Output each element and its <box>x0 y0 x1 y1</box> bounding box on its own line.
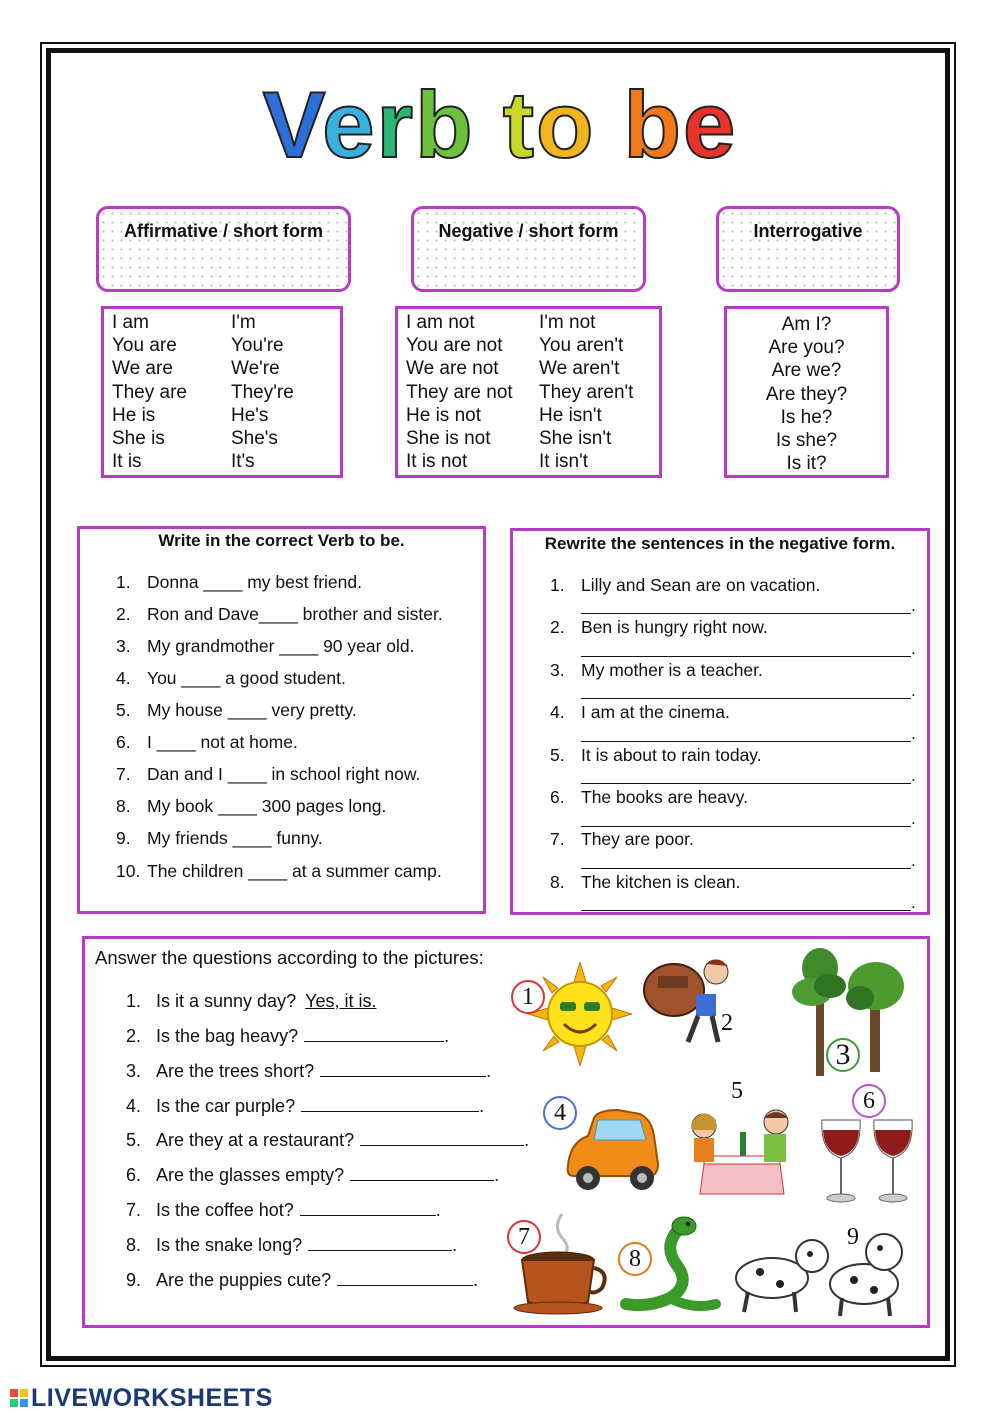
item-text: Ron and Dave____ brother and sister. <box>147 604 443 624</box>
question-item: 7. Is the coffee hot? . <box>126 1200 441 1220</box>
item-text: My book ____ 300 pages long. <box>147 796 387 816</box>
red-wine-glasses-icon <box>818 1112 918 1204</box>
question-item: 6. Are the glasses empty? . <box>126 1165 500 1185</box>
picture-number-badge: 4 <box>543 1096 577 1130</box>
item-text: The children ____ at a summer camp. <box>147 861 442 881</box>
table-cell: Are you? <box>768 337 845 359</box>
title-letter: e <box>322 72 377 177</box>
item-text: My friends ____ funny. <box>147 828 323 848</box>
affirmative-long-column <box>112 311 187 473</box>
answer-line[interactable] <box>581 613 911 614</box>
couple-at-restaurant-icon <box>682 1098 804 1202</box>
table-cell: We are not <box>406 358 499 380</box>
negative-table <box>395 306 662 478</box>
table-cell: He is not <box>406 404 481 426</box>
table-cell: I'm <box>231 312 256 333</box>
item-number: 8. <box>126 1235 142 1255</box>
list-item <box>550 660 763 681</box>
sun-icon <box>528 962 632 1066</box>
table-cell: You are not <box>406 335 503 357</box>
table-cell: Is it? <box>786 453 827 475</box>
affirmative-short-column <box>231 311 294 473</box>
liveworksheets-logo-icon <box>10 1389 28 1409</box>
affirmative-table <box>101 306 343 478</box>
table-cell: We aren't <box>539 358 620 380</box>
table-cell: It isn't <box>539 451 589 473</box>
table-cell: I'm not <box>539 312 596 333</box>
affirmative-header <box>96 206 351 292</box>
title-letter <box>475 72 503 177</box>
item-number: 4. <box>550 702 565 722</box>
answer-line[interactable] <box>581 656 911 657</box>
table-cell: They are <box>112 381 187 403</box>
table-cell: It is <box>112 451 142 473</box>
answer-line[interactable] <box>360 1131 524 1146</box>
answer-line[interactable] <box>581 868 911 869</box>
title-letter <box>595 72 623 177</box>
table-cell: It is not <box>406 451 468 473</box>
question-text: Are they at a restaurant? <box>156 1130 355 1150</box>
period: . <box>911 639 916 658</box>
item-text: My mother is a teacher. <box>581 660 763 680</box>
dalmatian-puppies-icon <box>724 1226 916 1318</box>
title-letter: o <box>536 72 596 177</box>
table-cell: Are we? <box>771 360 842 382</box>
period: . <box>911 809 916 828</box>
answer-line[interactable] <box>581 741 911 742</box>
title-letter: b <box>415 72 475 177</box>
list-item <box>116 668 346 689</box>
answer-line[interactable] <box>301 1097 479 1112</box>
title-letter: r <box>376 72 416 177</box>
list-item <box>550 787 748 808</box>
item-number: 8. <box>116 796 131 816</box>
item-text: It is about to rain today. <box>581 745 762 765</box>
item-number: 4. <box>126 1096 142 1116</box>
negative-header <box>411 206 646 292</box>
item-text: They are poor. <box>581 829 694 849</box>
answer-line[interactable] <box>581 910 911 911</box>
list-item <box>550 575 820 596</box>
item-number: 7. <box>550 829 565 849</box>
item-number: 5. <box>116 700 131 720</box>
item-text: Donna ____ my best friend. <box>147 572 362 592</box>
item-number: 2. <box>116 604 131 624</box>
table-cell: It's <box>231 451 255 473</box>
period: . <box>911 596 916 615</box>
item-number: 6. <box>126 1165 142 1185</box>
table-cell: She's <box>231 428 278 450</box>
item-number: 2. <box>550 617 565 637</box>
interrogative-column <box>727 313 886 475</box>
worksheet-title <box>0 72 1000 177</box>
exercise1-title: Write in the correct Verb to be. <box>158 531 405 550</box>
picture-number-badge: 9 <box>847 1224 859 1250</box>
table-cell: He is <box>112 404 156 426</box>
answer-line[interactable] <box>320 1062 486 1077</box>
picture-number-badge: 3 <box>826 1038 860 1072</box>
item-number: 10. <box>116 861 141 881</box>
item-number: 2. <box>126 1026 142 1046</box>
question-item: 3. Are the trees short? . <box>126 1061 492 1081</box>
table-cell: We are <box>112 358 173 380</box>
item-number: 5. <box>126 1130 142 1150</box>
item-text: I ____ not at home. <box>147 732 298 752</box>
table-cell: They are not <box>406 381 513 403</box>
period: . <box>911 724 916 743</box>
question-item: 8. Is the snake long? . <box>126 1235 458 1255</box>
item-number: 7. <box>116 764 131 784</box>
list-item <box>550 872 741 893</box>
question-text: Are the glasses empty? <box>156 1165 345 1185</box>
answer-line[interactable] <box>337 1271 473 1286</box>
brand-name: LIVEWORKSHEETS <box>31 1384 273 1412</box>
question-text: Is the snake long? <box>156 1235 303 1255</box>
answer-line[interactable] <box>304 1027 444 1042</box>
answer-text[interactable]: Yes, it is. <box>305 991 377 1011</box>
table-cell: I am <box>112 312 149 333</box>
list-item <box>116 604 443 625</box>
period: . <box>911 766 916 785</box>
period: . <box>911 851 916 870</box>
item-text: The kitchen is clean. <box>581 872 741 892</box>
list-item <box>550 745 762 766</box>
item-text: My grandmother ____ 90 year old. <box>147 636 415 656</box>
answer-line[interactable] <box>581 698 911 699</box>
title-letter: t <box>502 72 536 177</box>
picture-number-badge: 8 <box>618 1242 652 1276</box>
table-cell: She is <box>112 428 165 450</box>
negative-short-column <box>539 311 633 473</box>
item-number: 1. <box>550 575 565 595</box>
item-text: You ____ a good student. <box>147 668 346 688</box>
question-text: Is the bag heavy? <box>156 1026 299 1046</box>
item-text: The books are heavy. <box>581 787 748 807</box>
question-item <box>126 991 376 1012</box>
item-number: 3. <box>126 1061 142 1081</box>
exercise2-title: Rewrite the sentences in the negative form. <box>544 534 896 553</box>
list-item <box>116 764 420 785</box>
table-cell: You are <box>112 335 177 357</box>
exercise3-title: Answer the questions according to the pictures: <box>95 947 484 968</box>
list-item <box>116 572 362 593</box>
list-item <box>116 636 415 657</box>
table-cell: You're <box>231 335 284 357</box>
list-item <box>116 796 386 817</box>
table-cell: He isn't <box>539 404 602 426</box>
item-number: 6. <box>550 787 565 807</box>
list-item <box>550 702 730 723</box>
list-item <box>116 700 357 721</box>
item-number: 4. <box>116 668 131 688</box>
item-text: I am at the cinema. <box>581 702 730 722</box>
table-cell: She isn't <box>539 428 612 450</box>
title-letter: V <box>262 72 323 177</box>
table-cell: I am not <box>406 312 475 333</box>
table-cell: We're <box>231 358 280 380</box>
item-number: 7. <box>126 1200 142 1220</box>
picture-number-badge: 7 <box>507 1220 541 1254</box>
period: . <box>911 681 916 700</box>
answer-line[interactable] <box>308 1236 452 1251</box>
question-item: 2. Is the bag heavy? . <box>126 1026 450 1046</box>
liveworksheets-logo <box>10 1384 273 1413</box>
list-item <box>116 828 323 849</box>
interrogative-header-label: Interrogative <box>753 221 863 241</box>
item-number: 8. <box>550 872 565 892</box>
table-cell: He's <box>231 404 269 426</box>
table-cell: They're <box>231 381 294 403</box>
item-text: Dan and I ____ in school right now. <box>147 764 421 784</box>
table-cell: Is she? <box>775 430 838 452</box>
list-item <box>550 829 694 850</box>
item-text: Lilly and Sean are on vacation. <box>581 575 821 595</box>
picture-number-badge: 2 <box>721 1010 733 1036</box>
interrogative-table <box>724 306 889 478</box>
question-item: 5. Are they at a restaurant? . <box>126 1130 530 1150</box>
table-cell: They aren't <box>539 381 634 403</box>
picture-number-badge: 6 <box>852 1084 886 1118</box>
item-number: 1. <box>126 991 142 1011</box>
item-number: 3. <box>550 660 565 680</box>
title-letter: e <box>682 72 738 177</box>
negative-header-label: Negative / short form <box>438 221 619 241</box>
picture-number-badge: 1 <box>511 980 545 1014</box>
list-item <box>550 617 768 638</box>
list-item <box>116 861 442 882</box>
table-cell: Are they? <box>765 383 848 405</box>
question-text: Are the puppies cute? <box>156 1270 332 1290</box>
list-item <box>116 732 298 753</box>
question-text: Is it a sunny day? <box>156 991 297 1011</box>
item-number: 6. <box>116 732 131 752</box>
interrogative-header <box>716 206 900 292</box>
item-number: 9. <box>126 1270 142 1290</box>
negative-long-column <box>406 311 513 473</box>
item-text: Ben is hungry right now. <box>581 617 768 637</box>
item-number: 1. <box>116 572 131 592</box>
item-number: 9. <box>116 828 131 848</box>
table-cell: Am I? <box>781 314 832 335</box>
item-number: 3. <box>116 636 131 656</box>
picture-number-badge: 5 <box>731 1078 743 1104</box>
item-text: My house ____ very pretty. <box>147 700 357 720</box>
affirmative-header-label: Affirmative / short form <box>123 221 324 241</box>
table-cell: Is he? <box>780 406 833 428</box>
question-text: Is the car purple? <box>156 1096 296 1116</box>
answer-line[interactable] <box>350 1166 494 1181</box>
question-text: Is the coffee hot? <box>156 1200 294 1220</box>
item-number: 5. <box>550 745 565 765</box>
question-item: 9. Are the puppies cute? . <box>126 1270 479 1290</box>
question-text: Are the trees short? <box>156 1061 315 1081</box>
answer-line[interactable] <box>300 1201 436 1216</box>
period: . <box>911 893 916 912</box>
table-cell: She is not <box>406 428 491 450</box>
answer-line[interactable] <box>581 783 911 784</box>
question-item: 4. Is the car purple? . <box>126 1096 485 1116</box>
title-letter: b <box>623 72 683 177</box>
table-cell: You aren't <box>539 335 624 357</box>
answer-line[interactable] <box>581 826 911 827</box>
